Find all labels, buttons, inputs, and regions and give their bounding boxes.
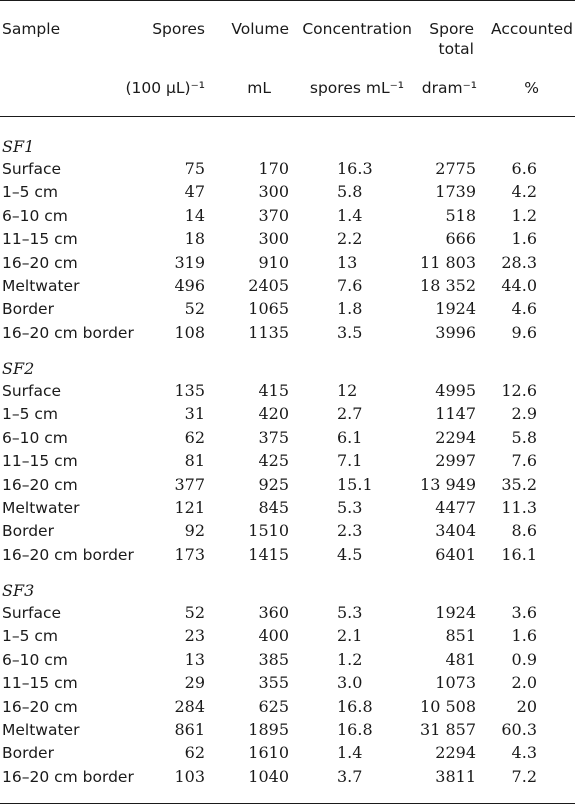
cell-accounted: 20 bbox=[516, 696, 537, 716]
table-row bbox=[0, 182, 575, 205]
cell-sample: Surface bbox=[2, 604, 62, 622]
cell-sample: 6–10 cm bbox=[2, 206, 68, 225]
cell-sample: Meltwater bbox=[2, 499, 80, 517]
cell-spore-total: 481 bbox=[445, 649, 476, 669]
cell-volume: 845 bbox=[258, 498, 289, 517]
cell-spore-total: 1739 bbox=[435, 182, 476, 202]
cell-volume: 1065 bbox=[248, 299, 289, 319]
cell-volume: 1415 bbox=[248, 544, 289, 564]
cell-concentration: 2.7 bbox=[337, 404, 363, 424]
table-row bbox=[0, 767, 575, 790]
cell-sample: Surface bbox=[2, 382, 62, 400]
cell-accounted: 4.6 bbox=[511, 299, 537, 319]
cell-volume: 415 bbox=[258, 381, 289, 400]
cell-concentration: 3.0 bbox=[337, 673, 363, 693]
cell-volume: 300 bbox=[258, 182, 289, 202]
cell-concentration: 12 bbox=[337, 381, 358, 400]
header-spore-total bbox=[429, 19, 474, 59]
cell-accounted: 5.8 bbox=[511, 427, 537, 447]
cell-sample: Border bbox=[2, 522, 54, 541]
cell-spore-total: 1924 bbox=[435, 299, 476, 319]
cell-accounted: 4.2 bbox=[511, 182, 537, 202]
cell-concentration: 16.8 bbox=[337, 696, 373, 716]
cell-volume: 425 bbox=[258, 451, 289, 471]
table-top-rule bbox=[0, 0, 575, 1]
cell-spore-total: 6401 bbox=[435, 544, 476, 564]
cell-accounted: 3.6 bbox=[511, 603, 537, 622]
cell-accounted: 7.2 bbox=[511, 766, 537, 786]
table-row bbox=[0, 323, 575, 346]
unit-volume: mL bbox=[247, 79, 271, 97]
cell-accounted: 11.3 bbox=[501, 498, 537, 517]
cell-concentration: 7.6 bbox=[337, 276, 363, 295]
table-row bbox=[0, 206, 575, 229]
cell-spores: 52 bbox=[184, 299, 205, 319]
cell-volume: 360 bbox=[258, 603, 289, 622]
cell-spores: 121 bbox=[174, 498, 205, 517]
table-row bbox=[0, 299, 575, 322]
cell-spore-total: 1073 bbox=[435, 673, 476, 693]
table-row bbox=[0, 229, 575, 252]
table-row bbox=[0, 673, 575, 696]
cell-spore-total: 4995 bbox=[435, 381, 476, 400]
cell-spore-total: 1924 bbox=[435, 603, 476, 622]
cell-accounted: 7.6 bbox=[511, 451, 537, 471]
table-row bbox=[0, 650, 575, 673]
cell-sample: 1–5 cm bbox=[2, 627, 59, 646]
cell-spores: 18 bbox=[184, 229, 205, 249]
cell-spores: 496 bbox=[174, 276, 205, 295]
cell-volume: 1510 bbox=[248, 521, 289, 541]
cell-sample: 16–20 cm bbox=[2, 475, 78, 494]
cell-spore-total: 851 bbox=[445, 626, 476, 646]
cell-volume: 370 bbox=[258, 205, 289, 225]
table-row bbox=[0, 521, 575, 544]
cell-sample: 11–15 cm bbox=[2, 452, 78, 471]
cell-concentration: 3.7 bbox=[337, 766, 363, 786]
cell-spore-total: 3811 bbox=[435, 766, 476, 786]
cell-concentration: 2.1 bbox=[337, 626, 363, 646]
cell-spores: 861 bbox=[174, 720, 205, 739]
header-accounted: Accounted bbox=[491, 20, 573, 38]
table-row bbox=[0, 626, 575, 649]
cell-concentration: 1.4 bbox=[337, 205, 363, 225]
cell-accounted: 6.6 bbox=[511, 159, 537, 178]
header-volume: Volume bbox=[231, 20, 289, 38]
cell-spores: 52 bbox=[184, 603, 205, 622]
table-row bbox=[0, 603, 575, 626]
cell-sample: 6–10 cm bbox=[2, 428, 68, 447]
cell-spore-total: 666 bbox=[445, 229, 476, 249]
cell-spores: 47 bbox=[184, 182, 205, 202]
cell-volume: 925 bbox=[258, 474, 289, 494]
header-rule bbox=[0, 116, 575, 117]
cell-spore-total: 2775 bbox=[435, 159, 476, 178]
unit-concentration: spores mL⁻¹ bbox=[309, 79, 404, 97]
table-row bbox=[0, 381, 575, 404]
group-title: SF2 bbox=[2, 359, 35, 378]
cell-spore-total: 3996 bbox=[435, 322, 476, 342]
cell-sample: 16–20 cm bbox=[2, 697, 78, 716]
cell-sample: 11–15 cm bbox=[2, 674, 78, 693]
table-row bbox=[0, 545, 575, 568]
cell-sample: 16–20 cm border bbox=[2, 323, 134, 342]
cell-volume: 2405 bbox=[248, 276, 289, 295]
cell-volume: 1135 bbox=[248, 322, 289, 342]
cell-volume: 420 bbox=[258, 404, 289, 424]
cell-spores: 173 bbox=[174, 544, 205, 564]
unit-accounted: % bbox=[524, 79, 539, 97]
table-row bbox=[0, 428, 575, 451]
cell-spores: 319 bbox=[174, 252, 205, 272]
cell-spore-total: 3404 bbox=[435, 521, 476, 541]
table-row bbox=[0, 253, 575, 276]
cell-spore-total: 1147 bbox=[435, 404, 476, 424]
cell-sample: 16–20 cm border bbox=[2, 767, 134, 786]
cell-volume: 385 bbox=[258, 649, 289, 669]
cell-concentration: 1.4 bbox=[337, 743, 363, 763]
cell-accounted: 44.0 bbox=[501, 276, 537, 295]
cell-concentration: 5.3 bbox=[337, 603, 363, 622]
cell-spore-total: 13 949 bbox=[420, 474, 476, 494]
cell-spore-total: 11 803 bbox=[420, 252, 476, 272]
header-spores: Spores bbox=[152, 20, 205, 38]
cell-accounted: 1.6 bbox=[511, 626, 537, 646]
cell-spores: 75 bbox=[184, 159, 205, 178]
cell-concentration: 1.8 bbox=[337, 299, 363, 319]
unit-spores: (100 μL)⁻¹ bbox=[125, 79, 205, 97]
cell-sample: 1–5 cm bbox=[2, 183, 59, 202]
cell-spore-total: 4477 bbox=[435, 498, 476, 517]
cell-spores: 81 bbox=[184, 451, 205, 471]
header-sample: Sample bbox=[2, 20, 61, 38]
cell-sample: Meltwater bbox=[2, 277, 80, 295]
cell-spore-total: 31 857 bbox=[420, 720, 476, 739]
cell-volume: 400 bbox=[258, 626, 289, 646]
cell-spores: 62 bbox=[184, 427, 205, 447]
cell-spores: 31 bbox=[184, 404, 205, 424]
cell-spores: 135 bbox=[174, 381, 205, 400]
cell-accounted: 9.6 bbox=[511, 322, 537, 342]
cell-spore-total: 2294 bbox=[435, 427, 476, 447]
cell-spore-total: 10 508 bbox=[420, 696, 476, 716]
cell-sample: Meltwater bbox=[2, 721, 80, 739]
header-spore-total-line1: Spore bbox=[429, 20, 474, 38]
cell-concentration: 3.5 bbox=[337, 322, 363, 342]
cell-volume: 375 bbox=[258, 427, 289, 447]
cell-volume: 625 bbox=[258, 696, 289, 716]
cell-sample: 6–10 cm bbox=[2, 650, 68, 669]
cell-concentration: 16.8 bbox=[337, 720, 373, 739]
table-row bbox=[0, 276, 575, 299]
cell-sample: Surface bbox=[2, 160, 62, 178]
cell-spores: 103 bbox=[174, 766, 205, 786]
table-row bbox=[0, 475, 575, 498]
table-bottom-rule bbox=[0, 803, 575, 804]
cell-accounted: 60.3 bbox=[501, 720, 537, 739]
cell-sample: Border bbox=[2, 300, 54, 319]
table-row bbox=[0, 743, 575, 766]
cell-sample: Border bbox=[2, 744, 54, 763]
cell-volume: 1895 bbox=[248, 720, 289, 739]
header-spore-total-line2: total bbox=[438, 40, 474, 58]
cell-spore-total: 2997 bbox=[435, 451, 476, 471]
cell-accounted: 0.9 bbox=[511, 649, 537, 669]
cell-accounted: 4.3 bbox=[511, 743, 537, 763]
unit-spore-total: dram⁻¹ bbox=[421, 79, 477, 97]
cell-spore-total: 2294 bbox=[435, 743, 476, 763]
table-row bbox=[0, 498, 575, 521]
cell-spore-total: 18 352 bbox=[420, 276, 476, 295]
cell-spores: 377 bbox=[174, 474, 205, 494]
cell-concentration: 6.1 bbox=[337, 427, 363, 447]
cell-volume: 355 bbox=[258, 673, 289, 693]
cell-spores: 92 bbox=[184, 521, 205, 541]
table-row bbox=[0, 159, 575, 182]
cell-sample: 16–20 cm bbox=[2, 253, 78, 272]
cell-concentration: 1.2 bbox=[337, 649, 363, 669]
cell-volume: 1040 bbox=[248, 766, 289, 786]
group-title: SF3 bbox=[2, 581, 35, 600]
cell-accounted: 2.0 bbox=[511, 673, 537, 693]
cell-volume: 300 bbox=[258, 229, 289, 249]
cell-concentration: 2.3 bbox=[337, 521, 363, 541]
cell-sample: 11–15 cm bbox=[2, 230, 78, 249]
cell-concentration: 16.3 bbox=[337, 159, 373, 178]
cell-volume: 910 bbox=[258, 252, 289, 272]
cell-concentration: 5.3 bbox=[337, 498, 363, 517]
cell-volume: 170 bbox=[258, 159, 289, 178]
cell-spores: 13 bbox=[184, 649, 205, 669]
cell-concentration: 7.1 bbox=[337, 451, 363, 471]
table-row bbox=[0, 404, 575, 427]
cell-spores: 62 bbox=[184, 743, 205, 763]
cell-concentration: 13 bbox=[337, 252, 358, 272]
cell-accounted: 16.1 bbox=[501, 544, 537, 564]
table-row bbox=[0, 697, 575, 720]
cell-concentration: 4.5 bbox=[337, 544, 363, 564]
cell-spores: 23 bbox=[184, 626, 205, 646]
cell-spores: 284 bbox=[174, 696, 205, 716]
cell-spore-total: 518 bbox=[445, 205, 476, 225]
cell-spores: 108 bbox=[174, 322, 205, 342]
cell-accounted: 8.6 bbox=[511, 521, 537, 541]
group-title: SF1 bbox=[2, 137, 35, 156]
header-concentration: Concentration bbox=[302, 20, 412, 38]
cell-accounted: 1.2 bbox=[511, 205, 537, 225]
cell-spores: 29 bbox=[184, 673, 205, 693]
cell-accounted: 2.9 bbox=[511, 404, 537, 424]
table-row bbox=[0, 451, 575, 474]
table-row bbox=[0, 720, 575, 743]
cell-concentration: 15.1 bbox=[337, 474, 373, 494]
cell-volume: 1610 bbox=[248, 743, 289, 763]
cell-spores: 14 bbox=[184, 205, 205, 225]
cell-accounted: 35.2 bbox=[501, 474, 537, 494]
cell-sample: 16–20 cm border bbox=[2, 545, 134, 564]
cell-sample: 1–5 cm bbox=[2, 405, 59, 424]
cell-concentration: 2.2 bbox=[337, 229, 363, 249]
cell-accounted: 1.6 bbox=[511, 229, 537, 249]
cell-accounted: 12.6 bbox=[501, 381, 537, 400]
cell-concentration: 5.8 bbox=[337, 182, 363, 202]
cell-accounted: 28.3 bbox=[501, 252, 537, 272]
